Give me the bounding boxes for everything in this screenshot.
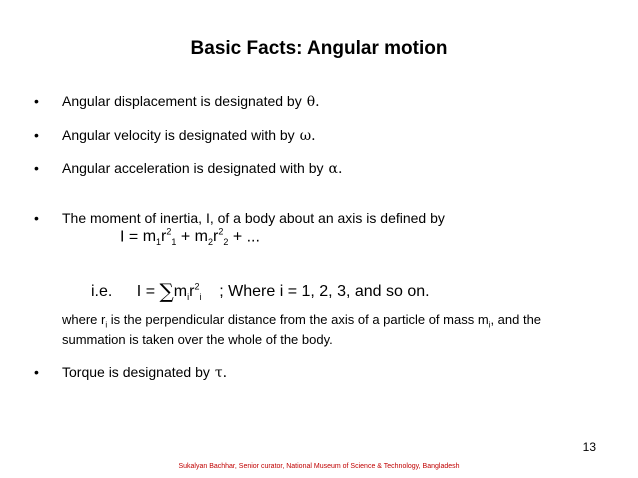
inertia-formula-summation <box>91 279 430 303</box>
theta-symbol: θ. <box>306 94 320 110</box>
formula-plus: + <box>232 228 243 246</box>
bullet-marker: • <box>34 364 39 380</box>
formula-lhs: I <box>120 228 125 246</box>
bullet-angular-velocity <box>34 127 316 144</box>
bullet-angular-displacement <box>34 93 320 110</box>
alpha-symbol: α. <box>328 161 343 177</box>
page-number: 13 <box>582 440 596 454</box>
formula-ellipsis: ... <box>246 228 260 246</box>
bullet-text: Angular velocity is designated with by <box>62 127 295 143</box>
ie-label: i.e. <box>91 283 113 300</box>
tau-symbol: τ. <box>214 365 228 381</box>
bullet-marker: • <box>34 210 39 226</box>
formula-condition: ; Where i = 1, 2, 3, and so on. <box>219 283 430 300</box>
bullet-text: Angular acceleration is designated with by <box>62 160 324 176</box>
slide-title: Basic Facts: Angular motion <box>190 38 448 59</box>
bullet-moment-of-inertia <box>34 210 445 226</box>
bullet-text: The moment of inertia, I, of a body about an axis is defined by <box>62 210 445 226</box>
summation-symbol: ∑ <box>159 279 174 303</box>
bullet-text: Torque is designated by <box>62 364 210 380</box>
bullet-torque <box>34 364 227 381</box>
formula-lhs: I <box>136 283 142 300</box>
omega-symbol: ω. <box>299 128 316 144</box>
bullet-marker: • <box>34 127 39 143</box>
bullet-marker: • <box>34 160 39 176</box>
formula-equals: = <box>145 283 156 300</box>
formula-equals: = <box>128 228 139 246</box>
inertia-formula-expanded <box>120 227 260 248</box>
bullet-marker: • <box>34 93 39 109</box>
definition-note: where $r_i$ is the perpendicular distance from the axis of a particle of mass $m_i$, and the summation is taken over the whole of the body. <box>62 312 542 347</box>
bullet-text: Angular displacement is designated by <box>62 93 302 109</box>
formula-plus: + <box>180 228 191 246</box>
footer-credit: Sukalyan Bachhar, Senior curator, National Museum of Science & Technology, Bangladesh <box>178 463 460 470</box>
bullet-angular-acceleration <box>34 160 342 177</box>
formula-term-mi: $m_ir^2_i$ <box>173 281 202 303</box>
formula-term-m1: $m_1r^2_1$ <box>142 227 177 248</box>
formula-term-m2: $m_2r^2_2$ <box>194 227 229 248</box>
